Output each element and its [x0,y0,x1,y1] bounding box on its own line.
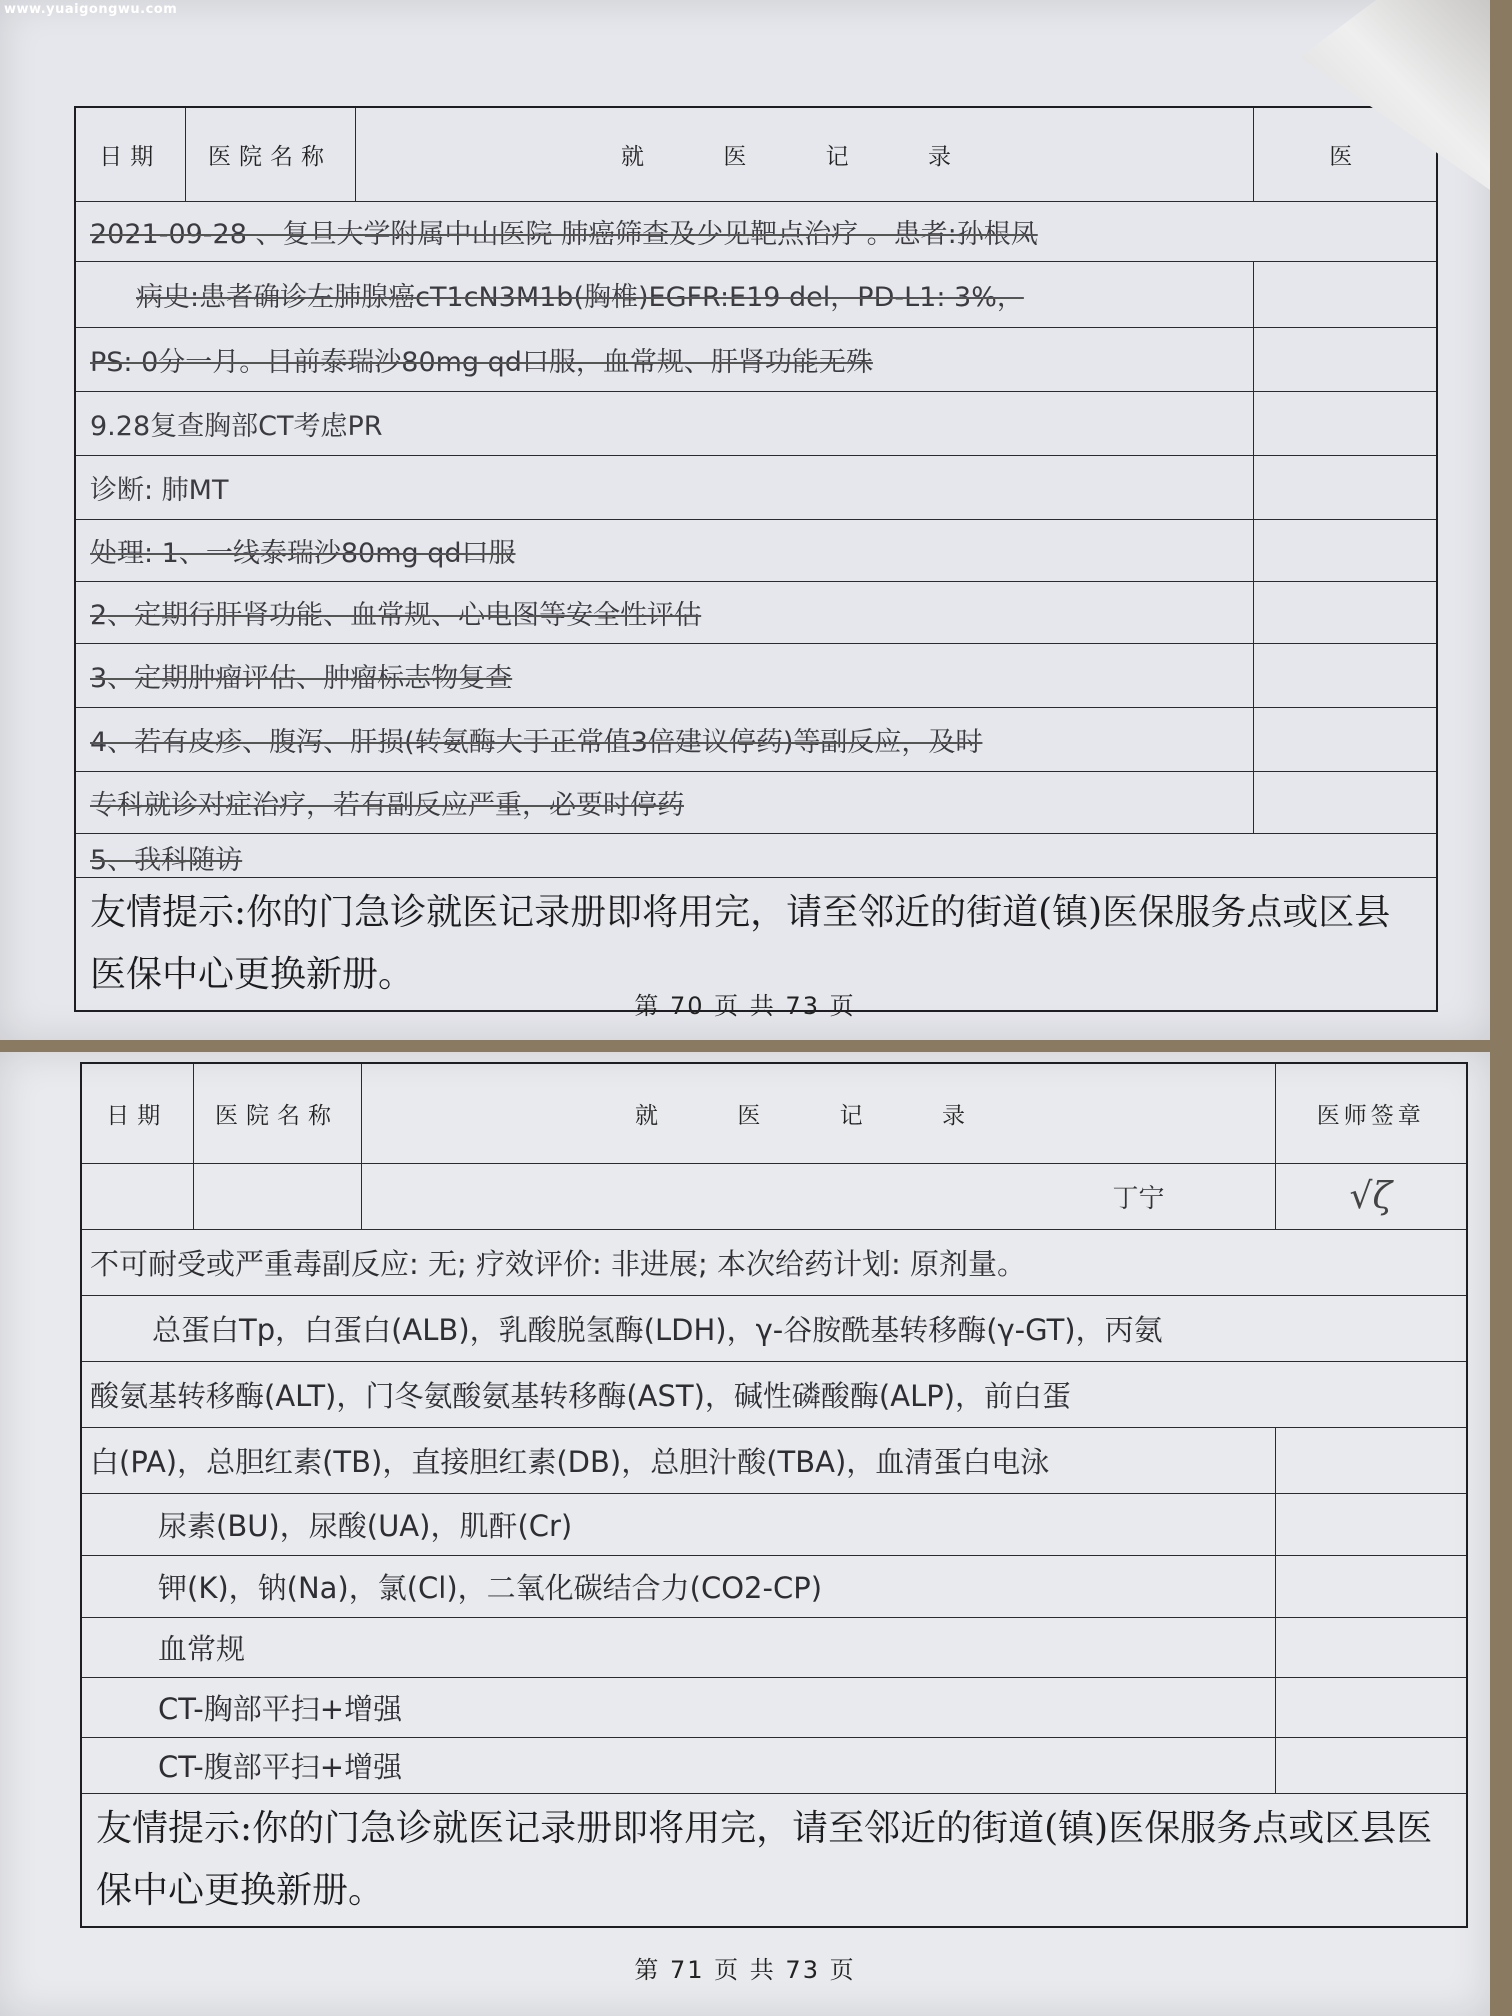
header-date: 日期 [81,1063,193,1163]
record-line: 钾(K)，钠(Na)，氯(Cl)，二氧化碳结合力(CO2-CP) [81,1555,1275,1617]
table-row [81,1295,1467,1361]
table-row [75,519,1437,581]
table-row [75,771,1437,833]
table-row [81,1493,1467,1555]
signature-cell [1253,391,1437,455]
page-number: 第 71 页 共 73 页 [634,1956,856,1984]
record-line: 3、定期肿瘤评估、肿瘤标志物复查 [75,643,1253,707]
signature-cell [1253,581,1437,643]
signature-cell [1275,1555,1467,1617]
table-row [81,1677,1467,1737]
record-page-71 [0,1052,1490,2016]
record-line: 5、我科随访 [75,833,1437,877]
record-line: 尿素(BU)，尿酸(UA)，肌酐(Cr) [81,1493,1275,1555]
record-line: 血常规 [81,1617,1275,1677]
record-line: 不可耐受或严重毒副反应: 无; 疗效评价: 非进展; 本次给药计划: 原剂量。 [81,1229,1467,1295]
record-line: 专科就诊对症治疗，若有副反应严重，必要时停药 [75,771,1253,833]
signature-cell [1275,1493,1467,1555]
table-row [75,391,1437,455]
table-header [75,107,1437,201]
date-cell [81,1163,193,1229]
record-line: 病史:患者确诊左肺腺癌cT1cN3M1b(胸椎)EGFR:E19 del，PD-L1: 3%， [75,261,1253,327]
table-row [75,201,1437,261]
header-hospital: 医院名称 [193,1063,361,1163]
record-line: 处理: 1、一线泰瑞沙80mg qd口服 [75,519,1253,581]
table-row [75,833,1437,877]
table-row [81,1737,1467,1793]
page-number: 第 70 页 共 73 页 [634,992,856,1020]
record-line: PS: 0分一月。目前泰瑞沙80mg qd口服，血常规、肝肾功能无殊 [75,327,1253,391]
record-line: 4、若有皮疹、腹泻、肝损(转氨酶大于正常值3倍建议停药)等副反应，及时 [75,707,1253,771]
doctor-name: 丁宁 [361,1163,1275,1229]
friendly-tip: 友情提示:你的门急诊就医记录册即将用完，请至邻近的街道(镇)医保服务点或区县医保中心更换新册。 [75,877,1437,1011]
signature-cell [1275,1737,1467,1793]
table-row [75,261,1437,327]
signature-cell [1275,1617,1467,1677]
header-signature: 医 [1253,107,1437,201]
table-header [81,1063,1467,1163]
table-row [81,1361,1467,1427]
record-line: CT-腹部平扫+增强 [81,1737,1275,1793]
table-row [81,1555,1467,1617]
table-row [81,1229,1467,1295]
signature-cell [1253,261,1437,327]
hospital-cell [193,1163,361,1229]
watermark: www.yuaigongwu.com [4,2,178,17]
header-record: 就 医 记 录 [361,1063,1275,1163]
signature-cell [1275,1427,1467,1493]
table-row [75,455,1437,519]
table-row [75,327,1437,391]
record-line: CT-胸部平扫+增强 [81,1677,1275,1737]
table-row [75,643,1437,707]
header-signature: 医师签章 [1275,1063,1467,1163]
record-line: 诊断: 肺MT [75,455,1253,519]
record-line: 9.28复查胸部CT考虑PR [75,391,1253,455]
signature-cell [1253,707,1437,771]
medical-record-table-bottom [80,1062,1468,1928]
medical-record-table-top [74,106,1438,1012]
signature-cell [1253,455,1437,519]
table-row [81,1163,1467,1229]
table-row [81,1617,1467,1677]
record-line: 2021-09-28 、复旦大学附属中山医院 肺癌筛查及少见靶点治疗 。患者:孙根凤 [75,201,1437,261]
signature-cell [1275,1677,1467,1737]
header-date: 日期 [75,107,185,201]
signature-cell [1253,643,1437,707]
signature-cell [1253,327,1437,391]
doctor-signature: √ζ [1275,1163,1467,1229]
signature-cell [1253,519,1437,581]
header-hospital: 医院名称 [185,107,355,201]
table-row [81,1427,1467,1493]
table-row [75,707,1437,771]
tip-row [81,1793,1467,1927]
signature-cell [1253,771,1437,833]
record-line: 白(PA)，总胆红素(TB)，直接胆红素(DB)，总胆汁酸(TBA)，血清蛋白电泳 [81,1427,1275,1493]
table-row [75,581,1437,643]
friendly-tip: 友情提示:你的门急诊就医记录册即将用完，请至邻近的街道(镇)医保服务点或区县医保中心更换新册。 [81,1793,1467,1927]
header-record: 就 医 记 录 [355,107,1253,201]
record-line: 酸氨基转移酶(ALT)，门冬氨酸氨基转移酶(AST)，碱性磷酸酶(ALP)，前白蛋 [81,1361,1467,1427]
record-line: 2、定期行肝肾功能、血常规、心电图等安全性评估 [75,581,1253,643]
record-line: 总蛋白Tp，白蛋白(ALB)，乳酸脱氢酶(LDH)，γ-谷胺酰基转移酶(γ-GT)，丙氨 [81,1295,1467,1361]
